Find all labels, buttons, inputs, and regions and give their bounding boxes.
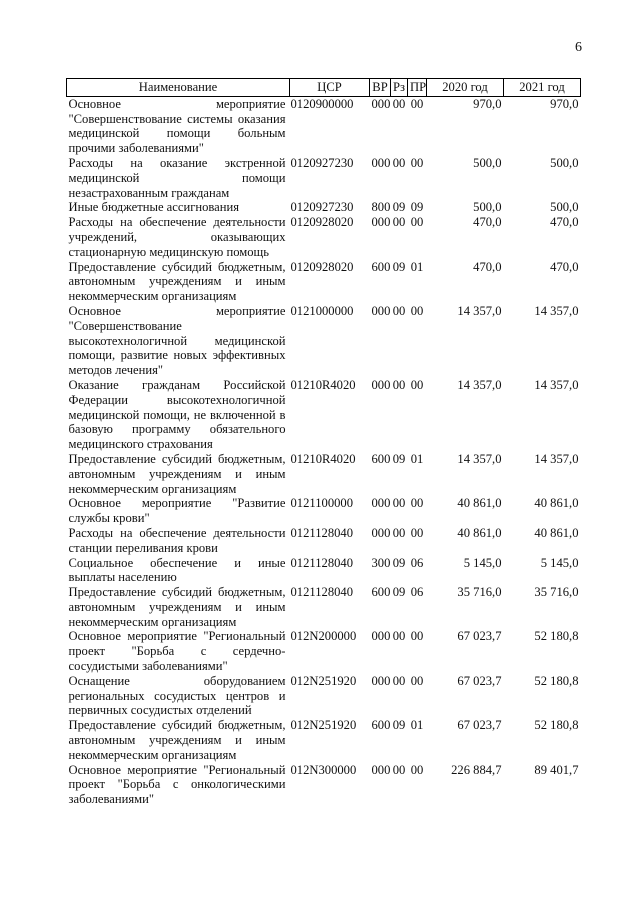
cell-rz: 00 [392,96,406,111]
cell-2020: 970,0 [473,96,502,111]
cell-rz: 00 [392,496,406,511]
cell-csr: 012N251920 [290,673,357,688]
table-row [67,629,581,673]
cell-csr: 012N200000 [290,629,357,644]
cell-2021: 470,0 [550,215,579,230]
header-vr: ВР [370,79,391,97]
cell-2021: 14 357,0 [534,377,579,392]
cell-vr: 600 [371,259,391,274]
table-row [67,585,581,629]
cell-rz: 00 [392,377,406,392]
header-pr: ПР [408,79,427,97]
cell-2020: 500,0 [473,155,502,170]
cell-rz: 00 [392,303,406,318]
cell-csr: 0121128040 [290,555,354,570]
cell-pr: 00 [410,377,424,392]
cell-vr: 000 [371,525,391,540]
cell-name: Предоставление субсидий бюджетным, автономным учреждениям и иным некоммерческим организациям [68,718,286,762]
cell-name: Основное мероприятие "Развитие службы крови" [68,496,286,526]
cell-2020: 35 716,0 [457,585,502,600]
cell-2020: 470,0 [473,259,502,274]
cell-pr: 00 [410,629,424,644]
cell-2021: 89 401,7 [534,762,579,777]
table-row [67,215,581,259]
cell-pr: 00 [410,215,424,230]
cell-pr: 00 [410,303,424,318]
table-row [67,156,581,200]
budget-table [66,78,581,807]
cell-rz: 00 [392,525,406,540]
cell-2021: 52 180,8 [534,673,579,688]
cell-vr: 300 [371,555,391,570]
table-row [67,452,581,496]
cell-csr: 012N300000 [290,762,357,777]
table-row [67,200,581,215]
header-2020: 2020 год [427,79,504,97]
cell-pr: 00 [410,155,424,170]
cell-2021: 14 357,0 [534,451,579,466]
cell-vr: 600 [371,585,391,600]
header-csr: ЦСР [290,79,370,97]
cell-name: Основное мероприятие "Совершенствование высокотехнологичной медицинской помощи, развитие новых эффективных методов лечения" [68,303,286,378]
cell-2021: 14 357,0 [534,303,579,318]
cell-vr: 000 [371,496,391,511]
cell-rz: 00 [392,155,406,170]
cell-vr: 600 [371,451,391,466]
cell-name: Основное мероприятие "Совершенствование системы оказания медицинской помощи больным прочими заболеваниями" [68,96,286,156]
cell-name: Социальное обеспечение и иные выплаты населению [68,555,286,585]
cell-pr: 06 [410,555,424,570]
cell-2021: 52 180,8 [534,718,579,733]
cell-vr: 800 [371,200,391,215]
table-row [67,304,581,378]
cell-2021: 500,0 [550,155,579,170]
cell-name: Основное мероприятие "Региональный проект "Борьба с сердечно-сосудистыми заболеваниями" [68,629,286,674]
cell-vr: 000 [371,673,391,688]
cell-rz: 09 [392,555,406,570]
cell-rz: 00 [392,762,406,777]
header-rz: Рз [391,79,408,97]
cell-pr: 06 [410,585,424,600]
cell-csr: 0121000000 [290,303,354,318]
table-header [67,79,581,97]
page-number: 6 [575,40,582,55]
cell-vr: 000 [371,629,391,644]
cell-csr: 012N251920 [290,718,357,733]
cell-name: Предоставление субсидий бюджетным, автономным учреждениям и иным некоммерческим организациям [68,585,286,629]
cell-rz: 09 [392,200,406,215]
cell-2020: 500,0 [473,200,502,215]
cell-pr: 01 [410,718,424,733]
cell-2021: 500,0 [550,200,579,215]
cell-2020: 470,0 [473,215,502,230]
cell-pr: 00 [410,762,424,777]
cell-2020: 40 861,0 [457,525,502,540]
cell-2020: 14 357,0 [457,377,502,392]
table-row [67,260,581,304]
table-row [67,763,581,807]
cell-name: Расходы на обеспечение деятельности станции переливания крови [68,525,286,555]
table-row [67,378,581,452]
cell-2020: 67 023,7 [457,718,502,733]
cell-name: Предоставление субсидий бюджетным, автономным учреждениям и иным некоммерческим организациям [68,259,286,304]
cell-csr: 0121128040 [290,525,354,540]
header-row [67,79,581,97]
cell-vr: 000 [371,303,391,318]
cell-2020: 14 357,0 [457,451,502,466]
cell-name: Оказание гражданам Российской Федерации высокотехнологичной медицинской помощи, не включенной в базовую программу обязательного медицинского страхования [68,377,286,452]
cell-csr: 0120900000 [290,96,354,111]
cell-vr: 000 [371,215,391,230]
cell-2021: 40 861,0 [534,525,579,540]
cell-rz: 00 [392,673,406,688]
cell-pr: 00 [410,96,424,111]
cell-csr: 0121128040 [290,585,354,600]
cell-pr: 00 [410,496,424,511]
cell-rz: 00 [392,629,406,644]
cell-csr: 01210R4020 [290,377,356,392]
cell-2020: 67 023,7 [457,673,502,688]
cell-rz: 09 [392,451,406,466]
cell-csr: 0120927230 [290,200,354,215]
cell-2020: 5 145,0 [463,555,502,570]
cell-name: Иные бюджетные ассигнования [68,200,240,215]
cell-2021: 970,0 [550,96,579,111]
cell-csr: 0120928020 [290,259,354,274]
table-body [67,96,581,807]
cell-2021: 35 716,0 [534,585,579,600]
cell-rz: 09 [392,585,406,600]
cell-vr: 600 [371,718,391,733]
cell-csr: 0120927230 [290,155,354,170]
cell-csr: 01210R4020 [290,451,356,466]
cell-pr: 09 [410,200,424,215]
table-row [67,496,581,526]
cell-pr: 00 [410,673,424,688]
cell-pr: 01 [410,451,424,466]
cell-2020: 40 861,0 [457,496,502,511]
cell-name: Основное мероприятие "Региональный проект "Борьба с онкологическими заболеваниями" [68,762,286,807]
cell-2020: 14 357,0 [457,303,502,318]
cell-pr: 01 [410,259,424,274]
table-row [67,674,581,718]
cell-2020: 226 884,7 [451,762,502,777]
cell-name: Расходы на оказание экстренной медицинской помощи незастрахованным гражданам [68,155,286,200]
cell-csr: 0121100000 [290,496,354,511]
cell-rz: 00 [392,215,406,230]
cell-vr: 000 [371,96,391,111]
cell-vr: 000 [371,377,391,392]
cell-2021: 5 145,0 [540,555,579,570]
cell-csr: 0120928020 [290,215,354,230]
cell-2021: 470,0 [550,259,579,274]
table-row [67,718,581,762]
table-row [67,96,581,156]
header-2021: 2021 год [504,79,581,97]
cell-2021: 40 861,0 [534,496,579,511]
cell-2020: 67 023,7 [457,629,502,644]
table-row [67,526,581,556]
cell-pr: 00 [410,525,424,540]
cell-rz: 09 [392,718,406,733]
header-name: Наименование [67,79,290,97]
cell-vr: 000 [371,155,391,170]
cell-name: Оснащение оборудованием региональных сосудистых центров и первичных сосудистых отделений [68,673,286,718]
cell-2021: 52 180,8 [534,629,579,644]
cell-vr: 000 [371,762,391,777]
table-row [67,556,581,586]
cell-name: Расходы на обеспечение деятельности учреждений, оказывающих стационарную медицинскую помощь [68,215,286,259]
cell-name: Предоставление субсидий бюджетным, автономным учреждениям и иным некоммерческим организациям [68,451,286,496]
cell-rz: 09 [392,259,406,274]
